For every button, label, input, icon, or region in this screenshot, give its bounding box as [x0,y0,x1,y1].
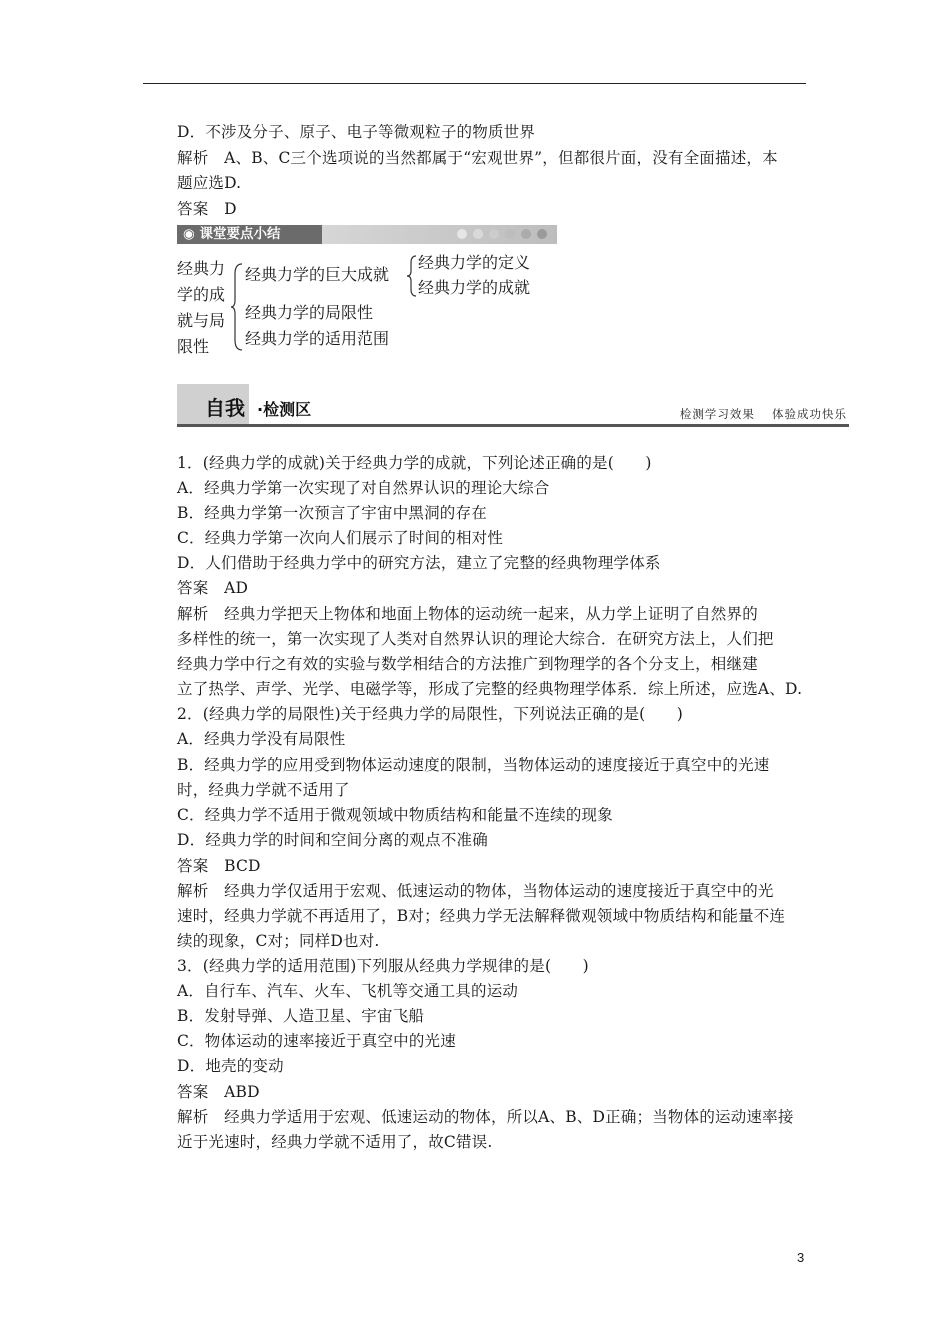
leaf-definition: 经典力学的定义 [418,253,531,272]
dot-icon [489,229,499,239]
branch-main: 经典力学的巨大成就 [245,265,390,284]
option-line: C．物体运动的速率接近于真空中的光速 [177,1032,456,1050]
section-title: 自我 [205,396,245,420]
answer-line: 答案 ABD [177,1083,260,1101]
option-line: D．地壳的变动 [177,1057,284,1075]
dot-icon [457,229,467,239]
section-rule [177,424,849,427]
analysis-line: 解析 经典力学适用于宏观、低速运动的物体，所以A、B、D正确；当物体的运动速率接 [177,1108,794,1126]
banner-dots [457,229,547,239]
page-number: 3 [797,1250,805,1265]
analysis-line: 续的现象，C对；同样D也对. [177,932,380,950]
analysis-line: 解析 经典力学把天上物体和地面上物体的运动统一起来，从力学上证明了自然界的 [177,605,758,623]
section-subtitle: ·检测区 [257,400,312,419]
option-line: D．经典力学的时间和空间分离的观点不准确 [177,831,488,849]
option-line: B．经典力学的应用受到物体运动速度的限制，当物体运动的速度接近于真空中的光速 [177,756,770,774]
concept-root-line: 限性 [177,337,210,356]
question-1: 1．(经典力学的成就)关于经典力学的成就，下列论述正确的是( ) [177,454,652,472]
summary-banner [177,225,557,244]
question-2: 2．(经典力学的局限性)关于经典力学的局限性，下列说法正确的是( ) [177,705,684,723]
leaf-achievement: 经典力学的成就 [418,278,531,297]
analysis-line: 近于光速时，经典力学就不适用了，故C错误. [177,1133,493,1151]
option-line: 时，经典力学就不适用了 [177,781,350,799]
option-line: C．经典力学不适用于微观领域中物质结构和能量不连续的现象 [177,806,613,824]
option-line: B．经典力学第一次预言了宇宙中黑洞的存在 [177,504,487,522]
dot-icon [521,229,531,239]
concept-root-line: 经典力 [177,259,226,278]
analysis-line: 解析 A、B、C三个选项说的当然都属于“宏观世界”，但都很片面，没有全面描述，本 [177,149,778,167]
option-line: C．经典力学第一次向人们展示了时间的相对性 [177,529,504,547]
analysis-line: 经典力学中行之有效的实验与数学相结合的方法推广到物理学的各个分支上，相继建 [177,655,758,673]
dot-icon [473,229,483,239]
inner-brace-icon [406,254,418,298]
answer-line: 答案 D [177,200,237,218]
analysis-line: 多样性的统一，第一次实现了人类对自然界认识的理论大综合．在研究方法上，人们把 [177,630,774,648]
self-check-section-header [177,384,849,428]
option-line: D．人们借助于经典力学中的研究方法，建立了完整的经典物理学体系 [177,554,661,572]
analysis-line: 速时，经典力学就不再适用了，B对；经典力学无法解释微观领域中物质结构和能量不连 [177,907,786,925]
answer-line: 答案 AD [177,579,249,597]
option-line: A．经典力学第一次实现了对自然界认识的理论大综合 [177,479,550,497]
dot-icon [505,229,515,239]
branch-limit: 经典力学的局限性 [245,303,374,322]
section-tagline: 检测学习效果 体验成功快乐 [679,407,847,421]
header-rule [143,83,806,84]
answer-line: 答案 BCD [177,857,261,875]
analysis-line: 题应选D. [177,174,242,192]
option-d-line: D．不涉及分子、原子、电子等微观粒子的物质世界 [177,123,536,141]
option-line: B．发射导弹、人造卫星、宇宙飞船 [177,1007,425,1025]
option-line: A．经典力学没有局限性 [177,730,346,748]
summary-banner-label: ◉ 课堂要点小结 [183,226,281,242]
dot-icon [537,229,547,239]
concept-root-line: 就与局 [177,311,226,330]
option-line: A．自行车、汽车、火车、飞机等交通工具的运动 [177,982,519,1000]
left-brace-icon [230,262,244,352]
analysis-line: 解析 经典力学仅适用于宏观、低速运动的物体，当物体运动的速度接近于真空中的光 [177,882,774,900]
question-3: 3．(经典力学的适用范围)下列服从经典力学规律的是( ) [177,957,589,975]
analysis-line: 立了热学、声学、光学、电磁学等，形成了完整的经典物理学体系．综上所述，应选A、D. [177,680,803,698]
concept-root-line: 学的成 [177,285,226,304]
branch-scope: 经典力学的适用范围 [245,329,390,348]
